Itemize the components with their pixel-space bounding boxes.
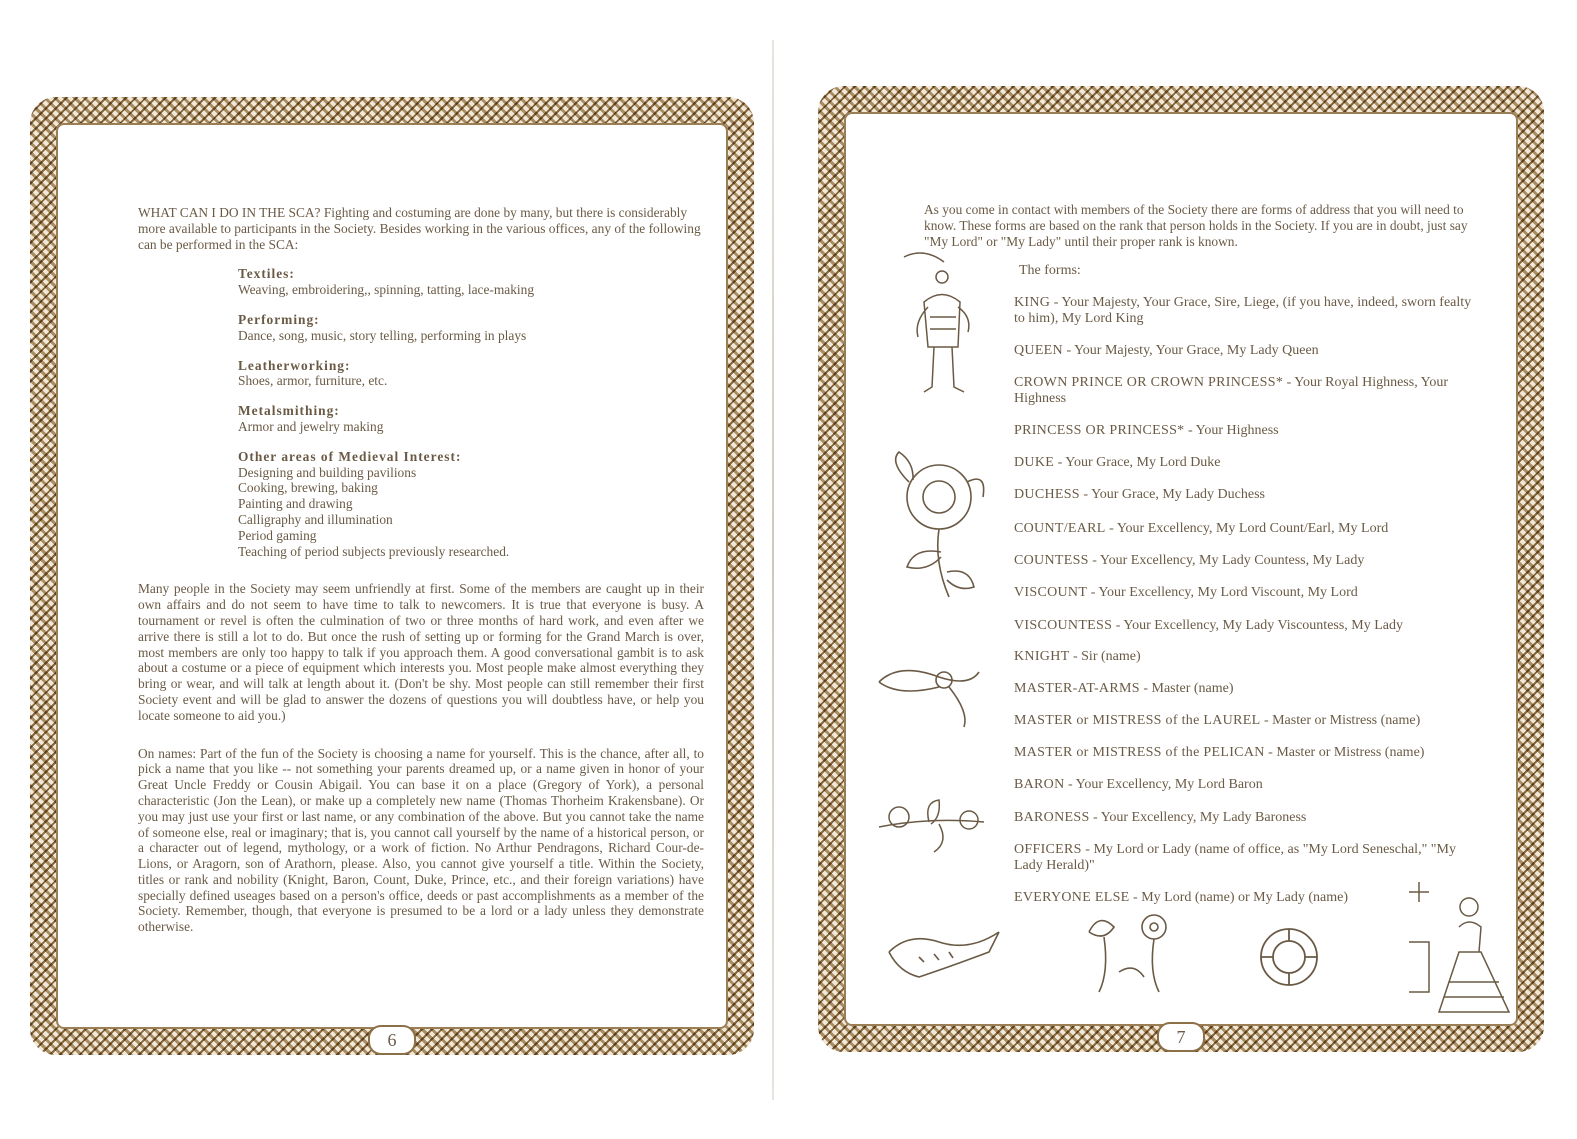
category-title: Performing:: [238, 311, 320, 327]
form-of-address-row: [1014, 842, 1479, 874]
address-text: Your Grace, My Lady Duchess: [1091, 487, 1265, 502]
form-of-address-row: [1014, 521, 1479, 537]
jester-illustration: [884, 247, 994, 407]
form-of-address-row: [1014, 585, 1479, 601]
separator-dash: -: [1054, 455, 1066, 470]
category-title: Textiles:: [238, 266, 295, 282]
form-of-address-row: [1014, 777, 1479, 793]
address-text: Your Excellency, My Lord Viscount, My Lord: [1098, 585, 1358, 600]
rank-name: BARON: [1014, 777, 1065, 792]
category-item: Cooking, brewing, baking: [238, 480, 378, 496]
rank-name: QUEEN: [1014, 343, 1063, 358]
address-text: Master (name): [1151, 681, 1234, 696]
forms-label: The forms:: [1019, 263, 1081, 278]
separator-dash: -: [1050, 295, 1062, 310]
category-item: Shoes, armor, furniture, etc.: [238, 373, 388, 389]
separator-dash: -: [1105, 521, 1117, 536]
address-text: Your Royal Highness, Your Highness: [1014, 375, 1449, 406]
category-other-areas: [238, 449, 704, 560]
separator-dash: -: [1064, 777, 1076, 792]
address-text: Your Highness: [1195, 423, 1279, 438]
address-text: Master or Mistress (name): [1276, 745, 1425, 760]
category-textiles: [238, 266, 704, 298]
category-item: Calligraphy and illumination: [238, 511, 393, 527]
rank-name: MASTER-AT-ARMS: [1014, 681, 1140, 696]
address-text: Your Grace, My Lord Duke: [1065, 455, 1221, 470]
form-of-address-row: [1014, 423, 1479, 439]
category-item: Armor and jewelry making: [238, 418, 384, 434]
separator-dash: -: [1081, 842, 1094, 857]
lady-illustration: [1399, 872, 1529, 1022]
separator-dash: -: [1139, 681, 1152, 696]
rank-name: DUKE: [1014, 455, 1055, 470]
separator-dash: -: [1260, 713, 1273, 728]
address-text: Sir (name): [1081, 649, 1141, 664]
separator-dash: -: [1079, 487, 1092, 502]
category-item: Dance, song, music, story telling, performing in plays: [238, 327, 527, 343]
rank-name: CROWN PRINCE OR CROWN PRINCESS*: [1014, 375, 1284, 390]
form-of-address-row: [1014, 375, 1479, 407]
separator-dash: -: [1112, 618, 1124, 633]
address-text: Your Excellency, My Lord Baron: [1075, 777, 1263, 792]
category-title: Other areas of Medieval Interest:: [238, 448, 462, 464]
form-of-address-row: [1014, 553, 1479, 569]
form-of-address-row: [1014, 649, 1479, 665]
book-spine: [772, 40, 774, 1100]
rank-name: MASTER or MISTRESS of the LAUREL: [1014, 713, 1261, 728]
category-item: Period gaming: [238, 527, 317, 543]
form-of-address-row: [1014, 455, 1479, 471]
form-of-address-row: [1014, 713, 1479, 729]
rank-name: KING: [1014, 295, 1051, 310]
form-of-address-row: [1014, 618, 1479, 634]
rank-name: VISCOUNT: [1014, 585, 1088, 600]
form-of-address-row: [1014, 343, 1479, 359]
wreath-illustration: [1244, 912, 1334, 1002]
address-text: My Lord or Lady (name of office, as "My Lord Seneschal," "My Lady Herald)": [1014, 842, 1456, 873]
rank-name: OFFICERS: [1014, 842, 1082, 857]
category-item: Weaving, embroidering,, spinning, tatting, lace-making: [238, 282, 535, 298]
form-of-address-row: [1014, 745, 1479, 761]
rank-name: COUNTESS: [1014, 553, 1089, 568]
right-page: [818, 86, 1544, 1052]
separator-dash: -: [1062, 343, 1075, 358]
rank-name: PRINCESS OR PRINCESS*: [1014, 423, 1185, 438]
address-text: Your Excellency, My Lord Count/Earl, My Lord: [1116, 521, 1389, 536]
separator-dash: -: [1264, 745, 1277, 760]
category-title: Metalsmithing:: [238, 403, 340, 419]
address-text: Your Majesty, Your Grace, Sire, Liege, (if you have, indeed, sworn fealty to him), My Lord King: [1014, 295, 1472, 326]
separator-dash: -: [1283, 375, 1295, 390]
category-item: Painting and drawing: [238, 496, 353, 512]
left-page-content: [138, 205, 704, 935]
rank-name: DUCHESS: [1014, 487, 1080, 502]
flower-branch-illustration: [869, 792, 999, 862]
rank-name: BARONESS: [1014, 810, 1090, 825]
category-performing: [238, 312, 704, 344]
category-leatherworking: [238, 358, 704, 390]
flowers-illustration: [1059, 902, 1189, 1002]
rank-name: COUNT/EARL: [1014, 521, 1106, 536]
category-title: Leatherworking:: [238, 357, 351, 373]
form-of-address-row: [1014, 295, 1479, 327]
paragraph-names: On names: Part of the fun of the Society is choosing a name for yourself. This is the chance, after all, to pick a name that you like -- not something your parents dreamed up, or a name given in honor of your Great Uncle Freddy or Cousin Abigail. You can base it on a place (Gregory of York), a personal characteristic (Jon the Lean), or make up a completely new name (Thomas Thorheim Krakensbane). Or you may just use your first or last name, or any combination of the above. But you cannot take the name of someone else, real or imaginary; that is, you cannot call yourself by the name of a historical person, or a character out of legend, mythology, or a work of fiction. No Arthur Pendragons, Richard Cour-de-Lions, or Aragorn, son of Arathorn, please. Also, you cannot give yourself a title. Within the Society, titles or rank and nobility (Knight, Baron, Count, Duke, Prince, etc., and their foreign variations) have specially defined useages based on a person's office, deeds or past accomplishments as a member of the Society. Remember, though, that everyone is presumed to be a lord or a lady unless they demonstrate otherwise.: [138, 745, 704, 935]
rank-name: VISCOUNTESS: [1014, 618, 1113, 633]
rank-name: KNIGHT: [1014, 649, 1070, 664]
right-intro: As you come in contact with members of the Society there are forms of address that you will need to know. These forms are based on the rank that person holds in the Society. If you are in doubt, just say "My Lord" or "My Lady" until their proper rank is known.: [924, 202, 1468, 249]
separator-dash: -: [1089, 810, 1101, 825]
address-text: Your Majesty, Your Grace, My Lady Queen: [1074, 343, 1319, 358]
form-of-address-row: [1014, 681, 1479, 697]
left-intro: WHAT CAN I DO IN THE SCA? Fighting and costuming are done by many, but there is considerably more available to participants in the Society. Besides working in the various offices, any of the following can be performed in the SCA:: [138, 205, 701, 252]
scroll-ribbon-illustration: [869, 642, 999, 732]
rose-illustration: [879, 442, 999, 602]
right-page-body: [844, 112, 1518, 1047]
address-text: Master or Mistress (name): [1272, 713, 1421, 728]
separator-dash: -: [1069, 649, 1082, 664]
separator-dash: -: [1087, 585, 1099, 600]
paragraph-newcomers: Many people in the Society may seem unfriendly at first. Some of the members are caught up in their own affairs and do not seem to have time to talk to newcomers. It is true that everyone is busy. A tournament or revel is often the culmination of two or three months of hard work, and even after we arrive there is still a lot to do. But once the rush of setting up or forming for the Grand March is over, most members are only too happy to talk if you approach them. A good conversational gambit is to ask about a costume or a piece of equipment which interests you. Most people make almost everything they bring or wear, and will talk at length about it. (Don't be shy. Most people can still remember their first Society event and will be glad to answer the dozens of questions you will doubtless have, or help you locate someone to aid you.): [138, 581, 704, 723]
form-of-address-row: [1014, 487, 1479, 503]
separator-dash: -: [1129, 890, 1142, 905]
left-page-body: [56, 123, 728, 1050]
address-text: Your Excellency, My Lady Viscountess, My Lady: [1123, 618, 1404, 633]
rank-name: MASTER or MISTRESS of the PELICAN: [1014, 745, 1265, 760]
category-item: Designing and building pavilions: [238, 464, 417, 480]
page-number: 7: [1157, 1022, 1205, 1052]
address-text: Your Excellency, My Lady Countess, My Lady: [1099, 553, 1365, 568]
separator-dash: -: [1184, 423, 1196, 438]
address-text: Your Excellency, My Lady Baroness: [1100, 810, 1307, 825]
rank-name: EVERYONE ELSE: [1014, 890, 1130, 905]
category-item: Teaching of period subjects previously researched.: [238, 543, 510, 559]
left-page: [30, 97, 754, 1055]
separator-dash: -: [1088, 553, 1100, 568]
address-text: My Lord (name) or My Lady (name): [1141, 890, 1349, 905]
scroll-illustration: [879, 912, 1009, 992]
form-of-address-row: [1014, 810, 1479, 826]
category-metalsmithing: [238, 403, 704, 435]
page-number: 6: [368, 1025, 416, 1055]
